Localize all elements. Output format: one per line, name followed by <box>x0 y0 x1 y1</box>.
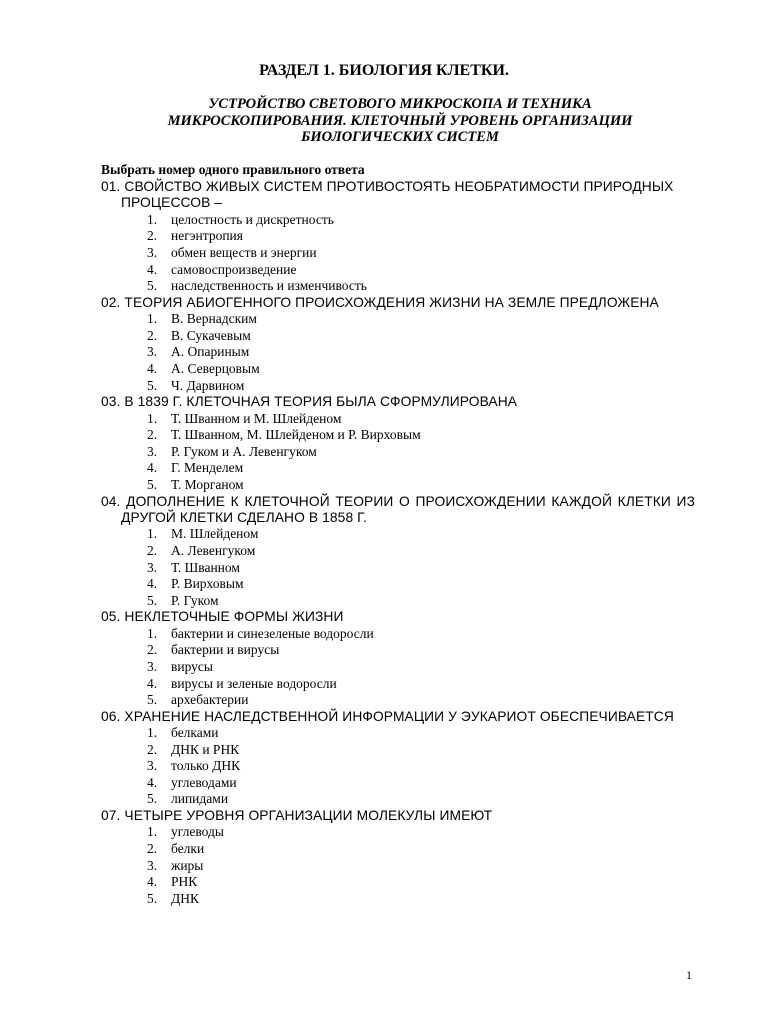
answer-option <box>101 659 695 676</box>
answer-option <box>101 775 695 792</box>
option-text: самовоспроизведение <box>171 261 297 277</box>
answer-options <box>101 212 695 295</box>
option-text: Р. Гуком <box>171 592 219 608</box>
option-text: Т. Шванном, М. Шлейденом и Р. Вирховым <box>171 427 421 443</box>
option-text: Т. Морганом <box>171 476 244 492</box>
option-text: В. Сукачевым <box>171 327 251 343</box>
answer-options <box>101 411 695 494</box>
option-text: вирусы и зеленые водоросли <box>171 675 337 691</box>
option-text: целостность и дискретность <box>171 211 334 227</box>
answer-option <box>101 344 695 361</box>
option-text: наследственность и изменчивость <box>171 278 367 294</box>
question-number: 03. <box>101 394 121 410</box>
option-number: 4. <box>147 360 158 376</box>
answer-options <box>101 526 695 609</box>
option-number: 2. <box>147 427 158 443</box>
option-text: Р. Гуком и А. Левенгуком <box>171 443 317 459</box>
answer-option <box>101 692 695 709</box>
option-number: 5. <box>147 791 158 807</box>
question-number: 07. <box>101 808 121 824</box>
answer-option <box>101 460 695 477</box>
option-text: углеводами <box>171 774 237 790</box>
option-number: 5. <box>147 890 158 906</box>
option-number: 3. <box>147 443 158 459</box>
question-text <box>101 295 695 311</box>
question-block <box>101 609 695 708</box>
option-text: Ч. Дарвином <box>171 377 245 393</box>
option-number: 3. <box>147 758 158 774</box>
option-text: вирусы <box>171 658 213 674</box>
option-text: архебактерии <box>171 692 249 708</box>
option-text: М. Шлейденом <box>171 526 259 542</box>
option-number: 1. <box>147 824 158 840</box>
option-number: 2. <box>147 642 158 658</box>
question-number: 06. <box>101 708 121 724</box>
answer-option <box>101 791 695 808</box>
option-text: РНК <box>171 874 198 890</box>
answer-option <box>101 824 695 841</box>
question-block <box>101 709 695 808</box>
option-number: 4. <box>147 460 158 476</box>
option-number: 1. <box>147 311 158 327</box>
option-text: липидами <box>171 791 229 807</box>
answer-option <box>101 642 695 659</box>
option-number: 1. <box>147 526 158 542</box>
answer-options <box>101 626 695 709</box>
option-number: 1. <box>147 625 158 641</box>
page-number: 1 <box>686 968 692 982</box>
option-text: бактерии и вирусы <box>171 642 280 658</box>
option-number: 4. <box>147 576 158 592</box>
instruction-text: Выбрать номер одного правильного ответа <box>101 162 365 177</box>
option-number: 2. <box>147 542 158 558</box>
question-list <box>101 179 695 907</box>
answer-option <box>101 891 695 908</box>
answer-option <box>101 262 695 279</box>
question-number: 04. <box>101 493 121 509</box>
option-text: углеводы <box>171 824 224 840</box>
option-text: обмен веществ и энергии <box>171 245 317 260</box>
answer-option <box>101 444 695 461</box>
option-text: Р. Вирховым <box>171 576 244 592</box>
option-text: белки <box>171 841 205 857</box>
answer-option <box>101 427 695 444</box>
option-number: 3. <box>147 559 158 575</box>
option-number: 4. <box>147 774 158 790</box>
option-text: жиры <box>171 857 204 873</box>
answer-options <box>101 311 695 394</box>
answer-option <box>101 328 695 345</box>
option-text: Г. Менделем <box>171 460 244 476</box>
option-number: 1. <box>147 410 158 426</box>
question-stem: ЧЕТЫРЕ УРОВНЯ ОРГАНИЗАЦИИ МОЛЕКУЛЫ ИМЕЮТ <box>124 808 493 824</box>
answer-option <box>101 593 695 610</box>
question-text <box>101 494 695 527</box>
question-text <box>101 808 695 824</box>
question-stem: В 1839 Г. КЛЕТОЧНАЯ ТЕОРИЯ БЫЛА СФОРМУЛИРОВАНА <box>124 394 518 410</box>
answer-options <box>101 824 695 907</box>
question-block <box>101 394 695 493</box>
option-text: бактерии и синезеленые водоросли <box>171 625 374 641</box>
option-number: 3. <box>147 658 158 674</box>
option-text: белками <box>171 725 219 741</box>
option-text: только ДНК <box>171 758 241 774</box>
option-number: 5. <box>147 692 158 708</box>
question-stem: ДОПОЛНЕНИЕ К КЛЕТОЧНОЙ ТЕОРИИ О ПРОИСХОЖДЕНИИ КАЖДОЙ КЛЕТКИ ИЗ ДРУГОЙ КЛЕТКИ СДЕЛАНО В 1858 Г. <box>121 493 696 525</box>
option-number: 2. <box>147 228 158 244</box>
option-text: В. Вернадским <box>171 311 257 327</box>
question-text <box>101 609 695 625</box>
question-stem: ТЕОРИЯ АБИОГЕННОГО ПРОИСХОЖДЕНИЯ ЖИЗНИ НА ЗЕМЛЕ ПРЕДЛОЖЕНА <box>124 294 659 310</box>
question-number: 01. <box>101 179 121 194</box>
option-text: А. Северцовым <box>171 360 260 376</box>
question-text <box>101 179 695 212</box>
answer-option <box>101 742 695 759</box>
option-number: 2. <box>147 741 158 757</box>
question-block <box>101 295 695 394</box>
question-block <box>101 808 695 907</box>
answer-option <box>101 245 695 262</box>
option-text: негэнтропия <box>171 228 243 244</box>
question-text <box>101 709 695 725</box>
option-text: А. Левенгуком <box>171 542 256 558</box>
option-text: Т. Шванном <box>171 559 240 575</box>
answer-option <box>101 725 695 742</box>
question-block <box>101 179 695 295</box>
answer-option <box>101 626 695 643</box>
answer-options <box>101 725 695 808</box>
option-number: 5. <box>147 278 158 294</box>
answer-option <box>101 676 695 693</box>
answer-option <box>101 477 695 494</box>
section-title: РАЗДЕЛ 1. БИОЛОГИЯ КЛЕТКИ. <box>259 62 509 79</box>
answer-option <box>101 378 695 395</box>
answer-option <box>101 361 695 378</box>
option-number: 5. <box>147 592 158 608</box>
option-number: 4. <box>147 675 158 691</box>
answer-option <box>101 526 695 543</box>
option-number: 5. <box>147 476 158 492</box>
answer-option <box>101 560 695 577</box>
answer-option <box>101 841 695 858</box>
answer-option <box>101 758 695 775</box>
option-number: 4. <box>147 261 158 277</box>
option-number: 3. <box>147 857 158 873</box>
answer-option <box>101 576 695 593</box>
option-number: 3. <box>147 344 158 360</box>
question-stem: СВОЙСТВО ЖИВЫХ СИСТЕМ ПРОТИВОСТОЯТЬ НЕОБРАТИМОСТИ ПРИРОДНЫХ ПРОЦЕССОВ – <box>121 179 674 211</box>
option-number: 1. <box>147 211 158 227</box>
answer-option <box>101 212 695 229</box>
question-stem: ХРАНЕНИЕ НАСЛЕДСТВЕННОЙ ИНФОРМАЦИИ У ЭУКАРИОТ ОБЕСПЕЧИВАЕТСЯ <box>124 708 674 724</box>
option-text: ДНК и РНК <box>171 741 240 757</box>
answer-option <box>101 311 695 328</box>
option-text: А. Опариным <box>171 344 250 360</box>
answer-option <box>101 278 695 295</box>
option-number: 2. <box>147 327 158 343</box>
option-number: 1. <box>147 725 158 741</box>
option-number: 4. <box>147 874 158 890</box>
option-text: Т. Шванном и М. Шлейденом <box>171 410 342 426</box>
answer-option <box>101 228 695 245</box>
question-number: 05. <box>101 609 121 625</box>
answer-option <box>101 874 695 891</box>
option-number: 2. <box>147 841 158 857</box>
question-number: 02. <box>101 294 121 310</box>
topic-subtitle: УСТРОЙСТВО СВЕТОВОГО МИКРОСКОПА И ТЕХНИКА МИКРОСКОПИРОВАНИЯ. КЛЕТОЧНЫЙ УРОВЕНЬ ОРГАНИЗАЦИИ БИОЛОГИЧЕСКИХ СИСТЕМ <box>167 96 633 145</box>
option-text: ДНК <box>171 890 199 906</box>
question-block <box>101 494 695 610</box>
option-number: 3. <box>147 245 158 260</box>
answer-option <box>101 543 695 560</box>
question-stem: НЕКЛЕТОЧНЫЕ ФОРМЫ ЖИЗНИ <box>124 609 344 625</box>
answer-option <box>101 411 695 428</box>
option-number: 5. <box>147 377 158 393</box>
question-text <box>101 394 695 410</box>
answer-option <box>101 858 695 875</box>
